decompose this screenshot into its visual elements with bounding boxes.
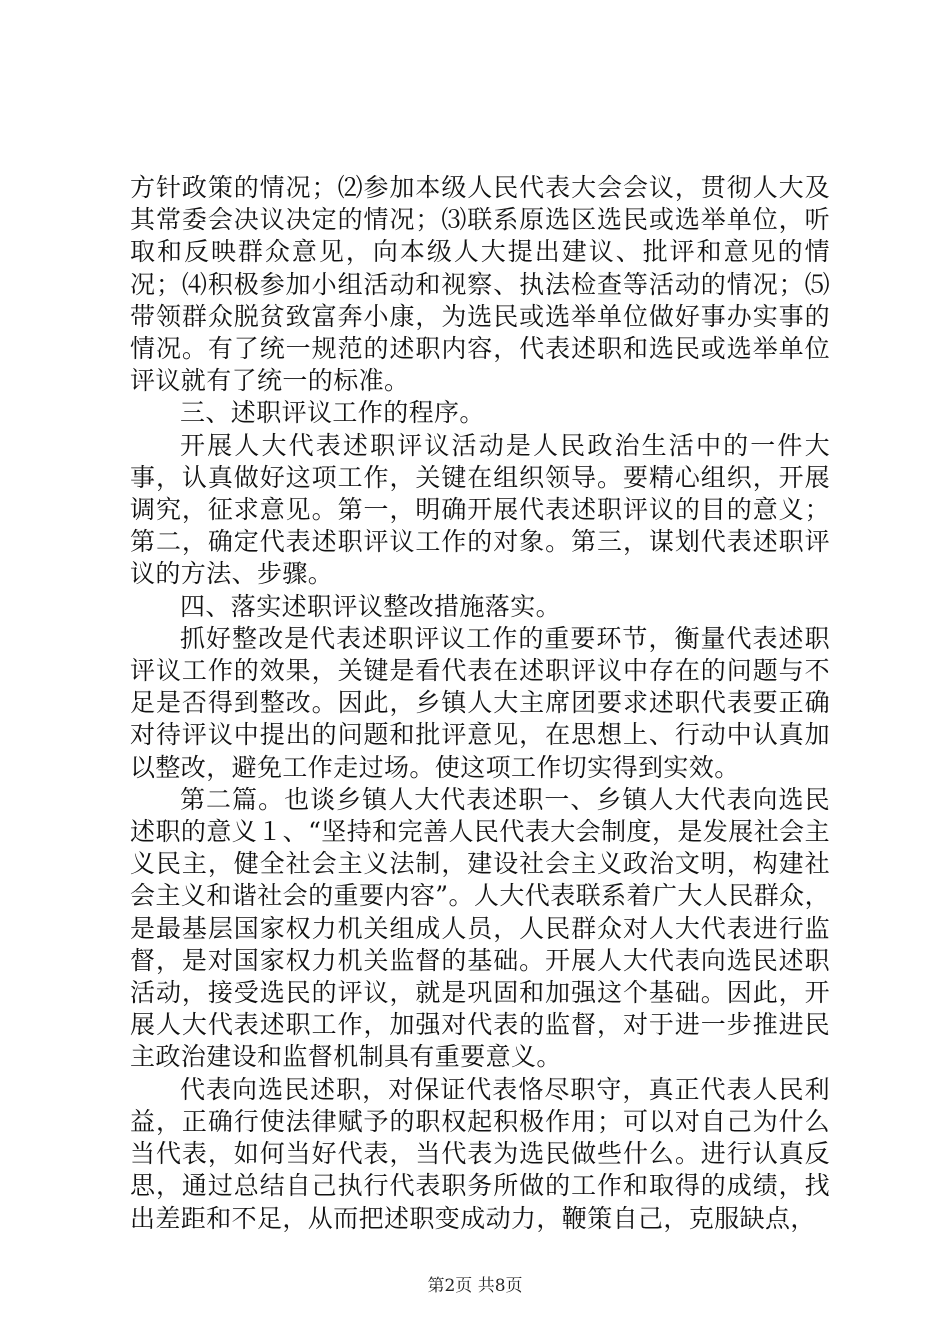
document-body: [130, 172, 830, 1235]
paragraph-report-to-voters: 代表向选民述职，对保证代表恪尽职守，真正代表人民利益，正确行使法律赋予的职权起积极作用；可以对自己为什么当代表，如何当好代表，当代表为选民做些什么。进行认真反思，通过总结自己执行代表职务所做的工作和取得的成绩，找出差距和不足，从而把述职变成动力，鞭策自己，克服缺点，: [130, 1074, 830, 1233]
section-heading-rectification: 四、落实述职评议整改措施落实。: [180, 591, 562, 621]
paragraph-rectification: 抓好整改是代表述职评议工作的重要环节，衡量代表述职评议工作的效果，关键是看代表在述职评议中存在的问题与不足是否得到整改。因此，乡镇人大主席团要求述职代表要正确对待评议中提出的问题和批评意见，在思想上、行动中认真加以整改，避免工作走过场。使这项工作切实得到实效。: [130, 623, 830, 782]
section-heading-procedure: 三、述职评议工作的程序。: [180, 398, 485, 428]
paragraph-second-article: 第二篇。也谈乡镇人大代表述职一、乡镇人大代表向选民述职的意义１、“坚持和完善人民代表大会制度，是发展社会主义民主，健全社会主义法制，建设社会主义政治文明，构建社会主义和谐社会的重要内容”。人大代表联系着广大人民群众，是最基层国家权力机关组成人员，人民群众对人大代表进行监督，是对国家权力机关监督的基础。开展人大代表向选民述职活动，接受选民的评议，就是巩固和加强这个基础。因此，开展人大代表述职工作，加强对代表的监督，对于进一步推进民主政治建设和监督机制具有重要意义。: [130, 784, 830, 1072]
paragraph-continued: 方针政策的情况；⑵参加本级人民代表大会会议，贯彻人大及其常委会决议决定的情况；⑶联系原选区选民或选举单位，听取和反映群众意见，向本级人大提出建议、批评和意见的情况；⑷积极参加小组活动和视察、执法检查等活动的情况；⑸带领群众脱贫致富奔小康，为选民或选举单位做好事办实事的情况。有了统一规范的述职内容，代表述职和选民或选举单位评议就有了统一的标准。: [130, 173, 830, 396]
paragraph-procedure: 开展人大代表述职评议活动是人民政治生活中的一件大事，认真做好这项工作，关键在组织领导。要精心组织，开展调究，征求意见。第一，明确开展代表述职评议的目的意义；第二，确定代表述职评议工作的对象。第三，谋划代表述职评议的方法、步骤。: [130, 430, 830, 589]
page-number-footer: 第2页 共8页: [427, 1276, 523, 1296]
